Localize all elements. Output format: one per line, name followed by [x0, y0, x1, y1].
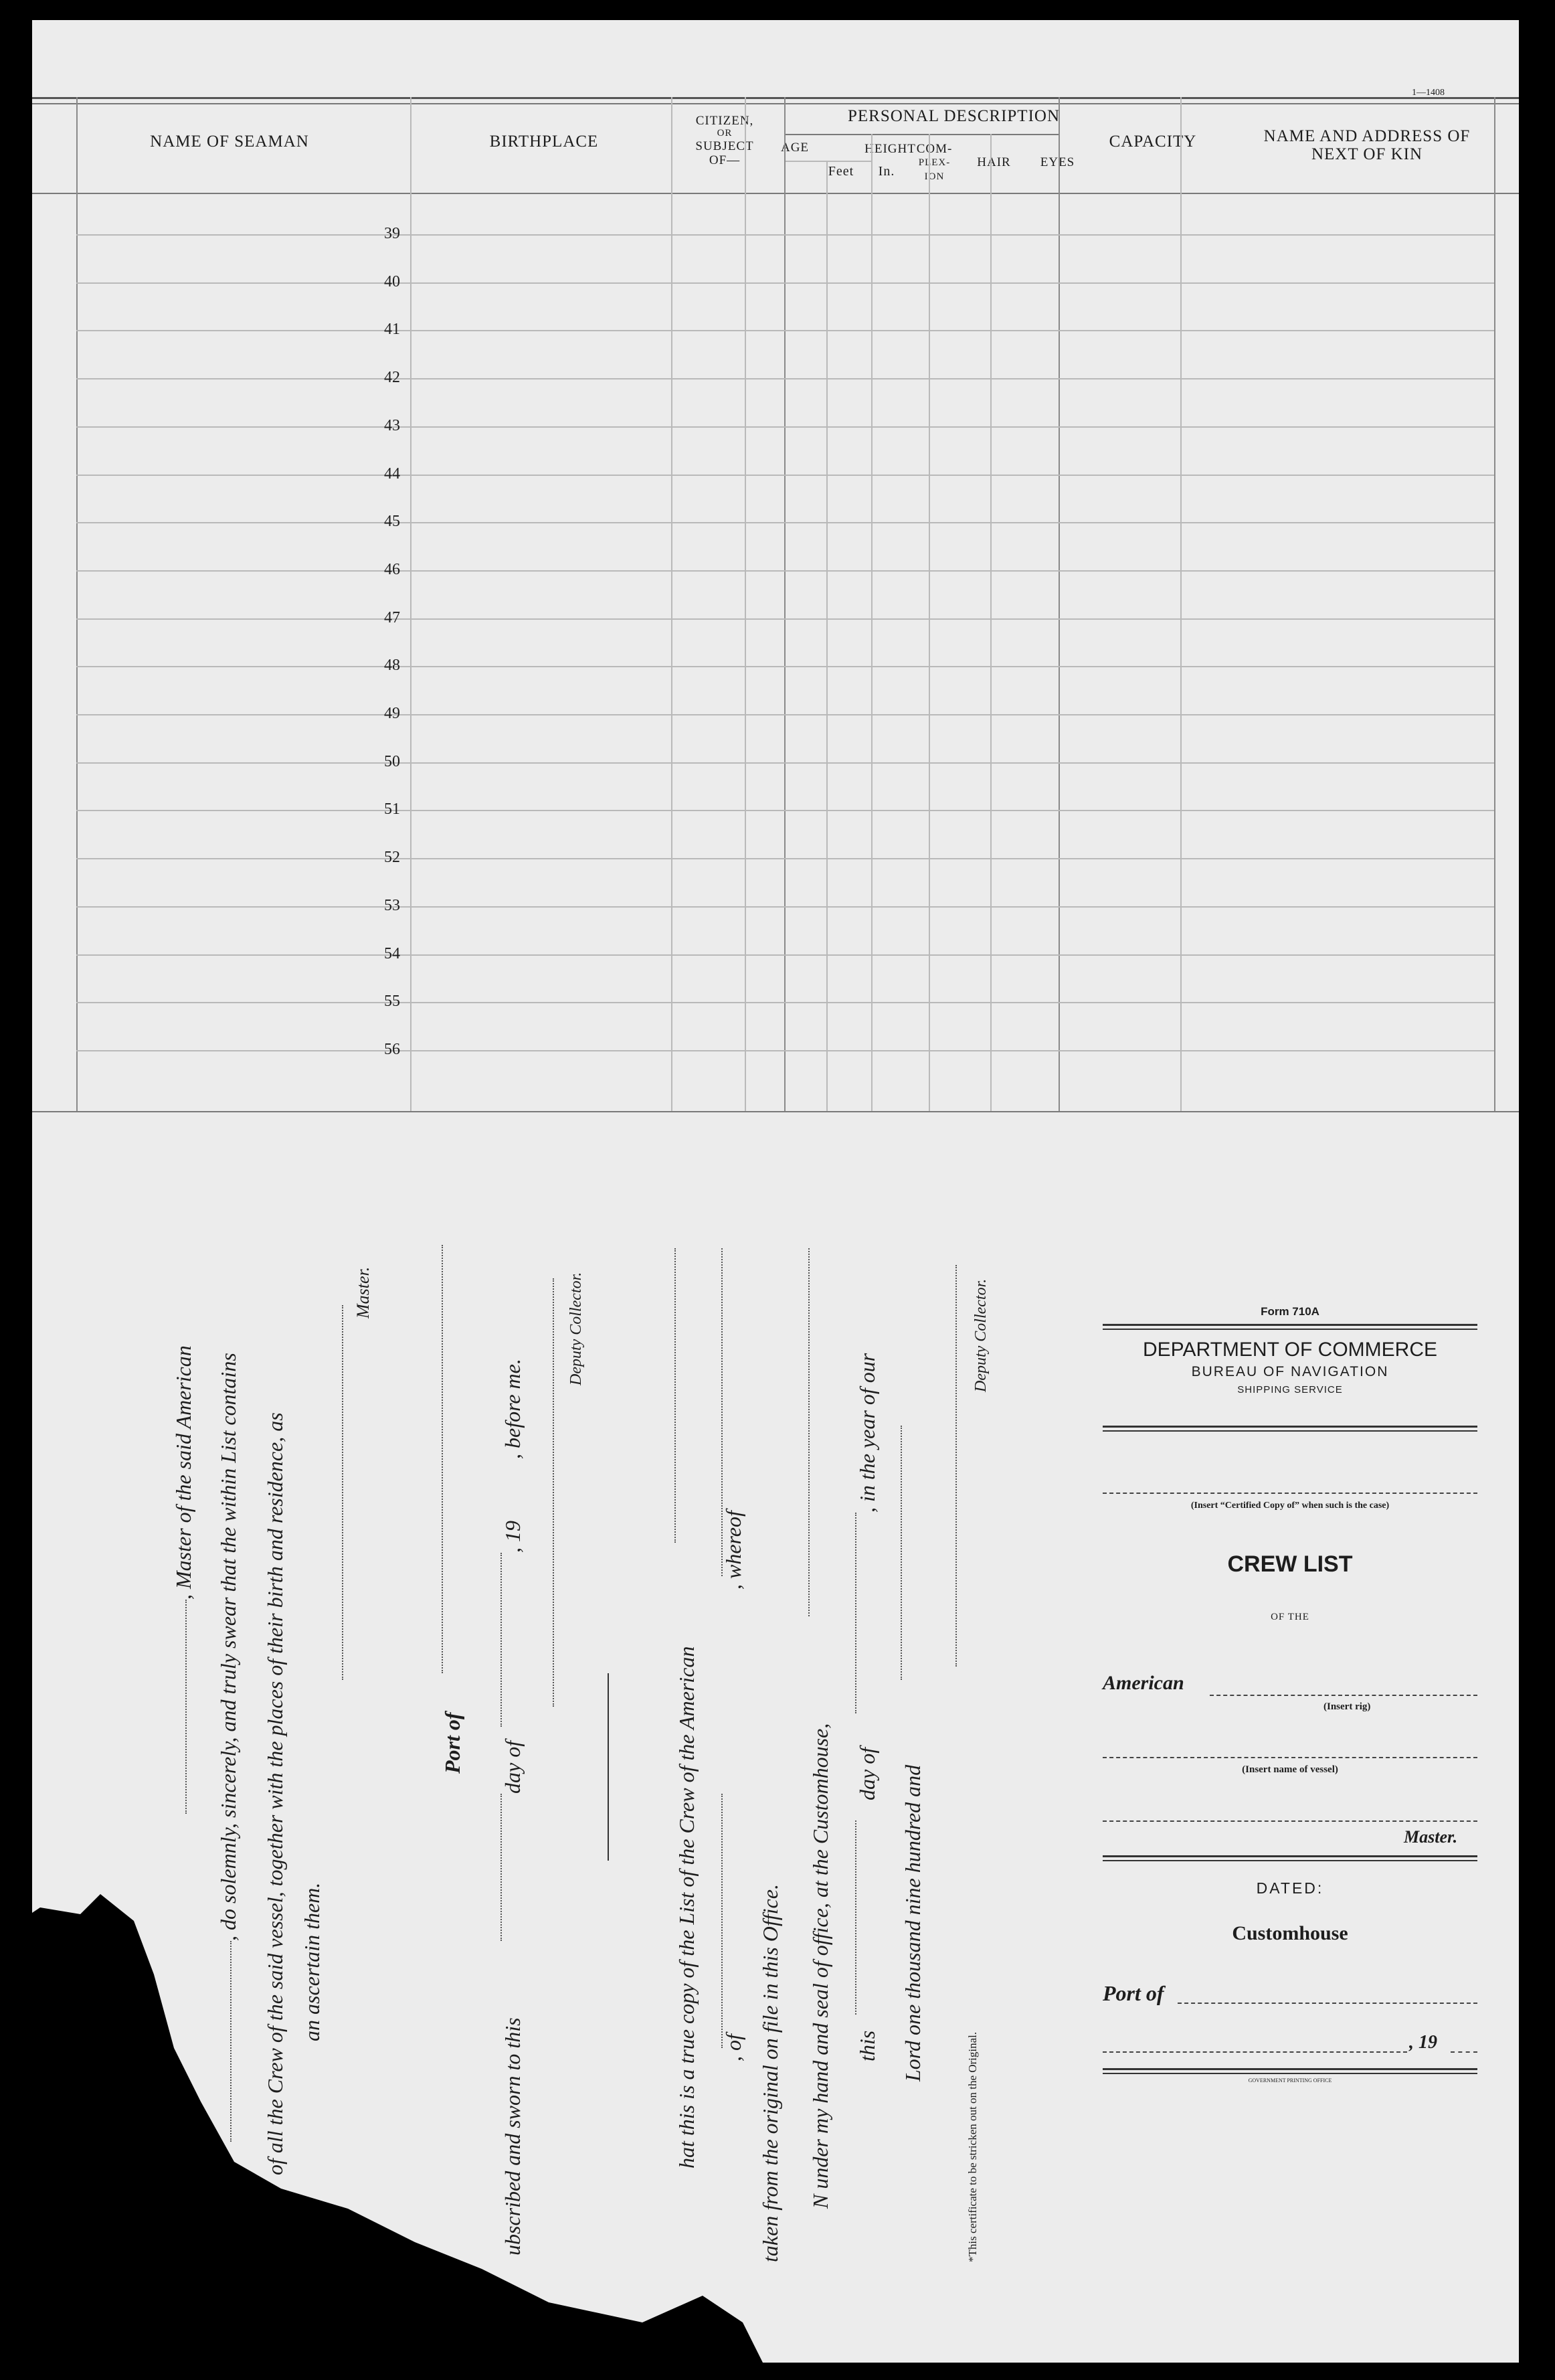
- cover-department: DEPARTMENT OF COMMERCE: [1142, 1339, 1438, 1361]
- cover-service: SHIPPING SERVICE: [1237, 1384, 1343, 1395]
- oath-deputy: Deputy Collector.: [567, 1272, 585, 1385]
- oath-line2: , do solemnly, sincerely, and truly swear that the within List contains: [216, 1353, 241, 2142]
- row-number: 52: [384, 849, 400, 867]
- table-row: [76, 234, 1494, 236]
- table-row: [76, 762, 1494, 764]
- table-row: [76, 570, 1494, 572]
- cover-insert-certified: (Insert “Certified Copy of” when such is the case): [1190, 1501, 1390, 1511]
- oath-line4: an ascertain them.: [300, 1882, 324, 2041]
- table-row: [76, 666, 1494, 667]
- row-number: 45: [384, 513, 400, 531]
- cover-dated: DATED:: [1256, 1879, 1324, 1897]
- row-number: 50: [384, 752, 400, 770]
- header-bottom-rule: [32, 193, 1519, 194]
- col-hair: HAIR: [977, 155, 1011, 169]
- table-row: [76, 906, 1494, 908]
- row-number: 53: [384, 896, 400, 914]
- cert-footnote: *This certificate to be stricken out on the Original.: [966, 2031, 979, 2262]
- cert-day: day of: [855, 1747, 879, 1800]
- table-row: [76, 714, 1494, 715]
- oath-line1: , Master of the said American: [171, 1345, 196, 1814]
- cover-crew-list: CREW LIST: [1227, 1551, 1353, 1577]
- cover-rule-4: [1103, 2068, 1477, 2074]
- cert-day-line: [855, 1513, 856, 1713]
- table-bottom-rule: [32, 1111, 1519, 1112]
- cover-name-line: [1103, 1757, 1477, 1758]
- table-row: [76, 954, 1494, 956]
- oath-deputy-line: [553, 1278, 554, 1707]
- v-birth: [671, 97, 672, 1111]
- cover-form: Form 710A: [1261, 1305, 1319, 1318]
- col-eyes: EYES: [1040, 155, 1075, 169]
- row-number: 55: [384, 993, 400, 1011]
- v-right: [1494, 97, 1495, 1111]
- cover-insert-rig: (Insert rig): [1323, 1701, 1371, 1712]
- oath-sub-line2: [500, 1553, 502, 1727]
- table-row: [76, 475, 1494, 476]
- table-row: [76, 810, 1494, 811]
- v-left: [76, 97, 78, 1111]
- pd-rule: [784, 134, 1059, 135]
- col-next-of-kin: NAME AND ADDRESS OF NEXT OF KIN: [1263, 127, 1471, 163]
- col-age: AGE: [780, 141, 810, 155]
- oath-port-of: Port of: [440, 1712, 464, 1774]
- cert-line1: hat this is a true copy of the List of the Crew of the American: [674, 1646, 699, 2169]
- cert-of: , of: [721, 2034, 745, 2061]
- top-rule-2: [32, 103, 1519, 104]
- table-row: [76, 618, 1494, 620]
- oath-separator: [608, 1673, 609, 1861]
- v-cit: [745, 97, 746, 1111]
- v-feet: [826, 161, 828, 1111]
- document-page: [32, 20, 1519, 2363]
- cover-rule-3: [1103, 1855, 1477, 1861]
- cert-deputy: Deputy Collector.: [972, 1278, 990, 1392]
- torn-corner: [32, 1894, 870, 2363]
- oath-day-of: day of: [500, 1740, 525, 1794]
- table-row: [76, 330, 1494, 331]
- col-capacity: CAPACITY: [1109, 133, 1197, 151]
- row-number: 51: [384, 800, 400, 819]
- col-name-of-seaman: NAME OF SEAMAN: [150, 133, 309, 151]
- cover-port-line: [1178, 2003, 1477, 2004]
- cover-rule-2: [1103, 1426, 1477, 1432]
- row-number: 49: [384, 705, 400, 722]
- cert-lord-line: [901, 1426, 902, 1680]
- row-number: 42: [384, 369, 400, 387]
- cert-cust-line: [808, 1248, 810, 1616]
- cover-nineteen: , 19: [1409, 2032, 1437, 2053]
- cert-whereof: , whereof: [721, 1511, 745, 1590]
- cover-customhouse: Customhouse: [1232, 1922, 1348, 1944]
- oath-line3: of all the Crew of the said vessel, together with the places of their birth and residence, as: [263, 1412, 287, 2175]
- cert-line0: [674, 1248, 676, 1543]
- cover-bureau: BUREAU OF NAVIGATION: [1191, 1364, 1389, 1379]
- v-cap: [1180, 97, 1182, 1111]
- table-row: [76, 1002, 1494, 1003]
- table-row: [76, 522, 1494, 523]
- v-hair: [990, 134, 992, 1111]
- cover-port-of: Port of: [1103, 1981, 1164, 2005]
- row-number: 39: [384, 225, 400, 242]
- cert-this: this: [855, 2030, 879, 2061]
- cert-line3: taken from the original on file in this Office.: [758, 1884, 782, 2262]
- cover-certified-line: [1103, 1493, 1477, 1494]
- row-number: 41: [384, 321, 400, 339]
- cert-lord: Lord one thousand nine hundred and: [901, 1764, 925, 2081]
- col-complexion: COM- PLEX- ION: [916, 142, 953, 182]
- cover-of-the: OF THE: [1271, 1612, 1309, 1622]
- oath-nineteen: , 19: [500, 1521, 525, 1553]
- col-feet: Feet: [828, 164, 854, 179]
- top-rule: [32, 97, 1519, 99]
- v-age: [784, 97, 786, 1111]
- v-comp: [929, 134, 930, 1111]
- table-row: [76, 858, 1494, 859]
- v-in: [871, 134, 873, 1111]
- v-eyes: [1059, 97, 1060, 1111]
- row-number: 47: [384, 608, 400, 626]
- cover-printing-office: GOVERNMENT PRINTING OFFICE: [1248, 2077, 1332, 2084]
- oath-port-line: [442, 1245, 443, 1673]
- oath-master-line: [342, 1305, 343, 1680]
- cert-deputy-line: [955, 1265, 957, 1667]
- form-code: 1—1408: [1412, 88, 1445, 98]
- row-number: 56: [384, 1040, 400, 1058]
- row-number: 43: [384, 416, 400, 434]
- cover-insert-name: (Insert name of vessel): [1242, 1764, 1338, 1775]
- cover-year-line: [1451, 2051, 1477, 2053]
- table-row: [76, 378, 1494, 379]
- table-row: [76, 1050, 1494, 1051]
- cover-master-line: [1103, 1820, 1477, 1822]
- table-row: [76, 426, 1494, 428]
- cover-master: Master.: [1404, 1827, 1458, 1847]
- cert-line4: N under my hand and seal of office, at the Customhouse,: [808, 1723, 832, 2209]
- row-number: 54: [384, 944, 400, 962]
- cover-american: American: [1103, 1672, 1184, 1694]
- row-number: 40: [384, 272, 400, 290]
- col-birthplace: BIRTHPLACE: [489, 133, 599, 151]
- row-number: 48: [384, 657, 400, 675]
- oath-master: Master.: [353, 1266, 373, 1319]
- table-row: [76, 282, 1494, 284]
- col-citizen: CITIZEN, OR SUBJECT OF—: [695, 114, 754, 167]
- col-personal-description: PERSONAL DESCRIPTION: [847, 107, 1061, 125]
- col-height: HEIGHT: [864, 142, 916, 156]
- v-name: [410, 97, 411, 1111]
- cover-rule-1: [1103, 1324, 1477, 1330]
- row-number: 44: [384, 464, 400, 483]
- cover-rig-line: [1210, 1695, 1477, 1696]
- cover-date-line: [1103, 2051, 1407, 2053]
- paper-bottom-edge: [808, 2336, 1519, 2363]
- oath-subscribed: ubscribed and sworn to this: [500, 2017, 525, 2256]
- height-rule: [784, 161, 871, 162]
- col-inches: In.: [878, 164, 895, 179]
- oath-before-me: , before me.: [500, 1359, 525, 1459]
- cert-year: , in the year of our: [855, 1353, 879, 1513]
- row-number: 46: [384, 560, 400, 578]
